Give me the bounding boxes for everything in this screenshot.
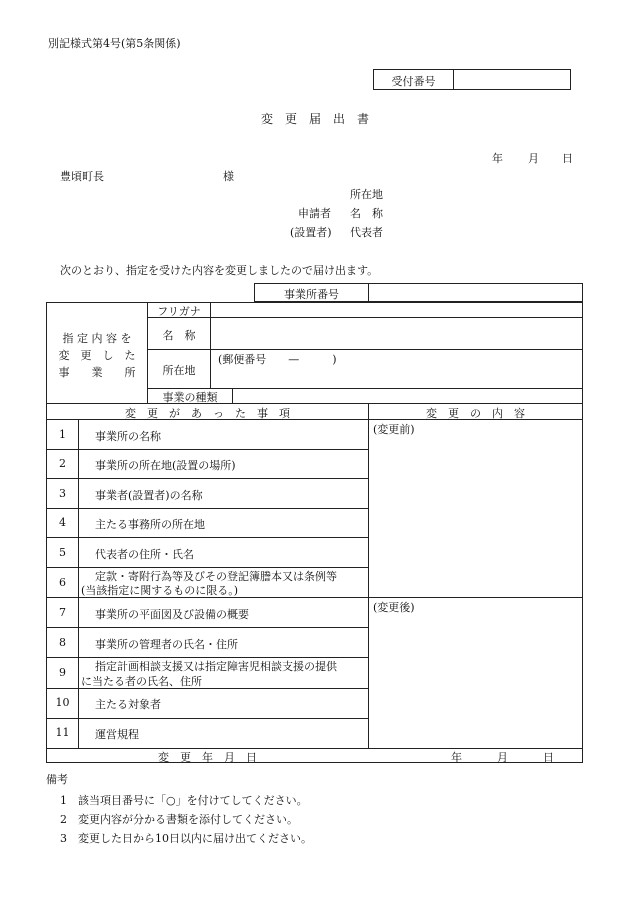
content-header: 変 更 の 内 容 xyxy=(426,407,525,420)
item-text: 事業所の名称 xyxy=(95,430,161,443)
furigana-field[interactable] xyxy=(214,303,578,316)
item-text: 事業所の所在地(設置の場所) xyxy=(95,459,236,472)
item-text: 事業所の管理者の氏名・住所 xyxy=(95,638,238,651)
change-date-year: 年 xyxy=(451,751,462,764)
business-type-field[interactable] xyxy=(236,389,578,402)
office-name-label: 名 称 xyxy=(162,329,196,342)
addressee-honorific: 様 xyxy=(223,170,234,183)
furigana-label: フリガナ xyxy=(157,305,201,318)
item-text: 事業者(設置者)の名称 xyxy=(95,489,203,502)
items-header: 変 更 が あ っ た 事 項 xyxy=(125,407,290,420)
date-year: 年 xyxy=(492,152,503,165)
notes-title: 備考 xyxy=(46,773,68,786)
item-number[interactable]: 5 xyxy=(59,546,66,559)
item-number[interactable]: 8 xyxy=(59,636,66,649)
item-number[interactable]: 7 xyxy=(59,606,66,619)
change-date-label: 変 更 年 月 日 xyxy=(158,751,257,764)
item-text: 指定計画相談支援又は指定障害児相談支援の提供 xyxy=(95,660,337,673)
office-number-label: 事業所番号 xyxy=(284,288,339,301)
after-change-field[interactable] xyxy=(372,614,578,745)
date-day: 日 xyxy=(562,152,573,165)
business-type-label: 事業の種類 xyxy=(162,391,218,404)
change-date-day: 日 xyxy=(543,751,554,764)
item-number[interactable]: 4 xyxy=(59,516,66,529)
note-item: 1 該当項目番号に「○」を付けてしてください。 xyxy=(60,794,308,807)
item-text-continued: に当たる者の氏名、住所 xyxy=(81,675,202,688)
note-item: 2 変更内容が分かる書類を添付してください。 xyxy=(60,813,298,826)
applicant-name-label: 名 称 xyxy=(350,207,383,220)
item-number[interactable]: 11 xyxy=(55,726,70,739)
addressee-name: 豊頃町長 xyxy=(60,170,104,183)
date-month: 月 xyxy=(528,152,539,165)
item-number[interactable]: 10 xyxy=(55,696,70,709)
item-number[interactable]: 3 xyxy=(59,487,66,500)
item-text: 主たる対象者 xyxy=(95,698,161,711)
office-name-field[interactable] xyxy=(214,320,578,347)
applicant-address-label: 所在地 xyxy=(350,188,383,201)
item-number[interactable]: 1 xyxy=(59,428,66,441)
office-address-label: 所在地 xyxy=(162,364,196,377)
changed-office-label: 指 定 内 容 を 変 更 し た 事 業 所 xyxy=(58,332,136,379)
item-text: 運営規程 xyxy=(95,728,139,741)
establisher-label: (設置者) xyxy=(290,226,332,239)
document-title: 変 更 届 出 書 xyxy=(260,112,369,126)
form-id: 別記様式第4号(第5条関係) xyxy=(48,37,181,50)
representative-label: 代表者 xyxy=(350,226,383,239)
item-number[interactable]: 9 xyxy=(59,666,66,679)
item-text: 代表者の住所・氏名 xyxy=(95,548,194,561)
applicant-label: 申請者 xyxy=(298,207,331,220)
item-number[interactable]: 2 xyxy=(59,457,66,470)
postal-code-text: (郵便番号 — ) xyxy=(218,353,337,366)
before-change-label: (変更前) xyxy=(373,423,415,436)
item-text-continued: (当該指定に関するものに限る。) xyxy=(81,584,239,597)
item-text: 定款・寄附行為等及びその登記簿謄本又は条例等 xyxy=(95,570,337,583)
item-text: 事業所の平面図及び設備の概要 xyxy=(95,608,249,621)
intro-text: 次のとおり、指定を受けた内容を変更しましたので届け出ます。 xyxy=(60,264,379,277)
note-item: 3 変更した日から10日以内に届け出てください。 xyxy=(60,832,312,845)
receipt-number-label: 受付番号 xyxy=(391,75,436,88)
change-date-month: 月 xyxy=(497,751,508,764)
item-number[interactable]: 6 xyxy=(59,576,66,589)
item-text: 主たる事務所の所在地 xyxy=(95,518,205,531)
before-change-field[interactable] xyxy=(372,436,578,594)
after-change-label: (変更後) xyxy=(373,601,415,614)
